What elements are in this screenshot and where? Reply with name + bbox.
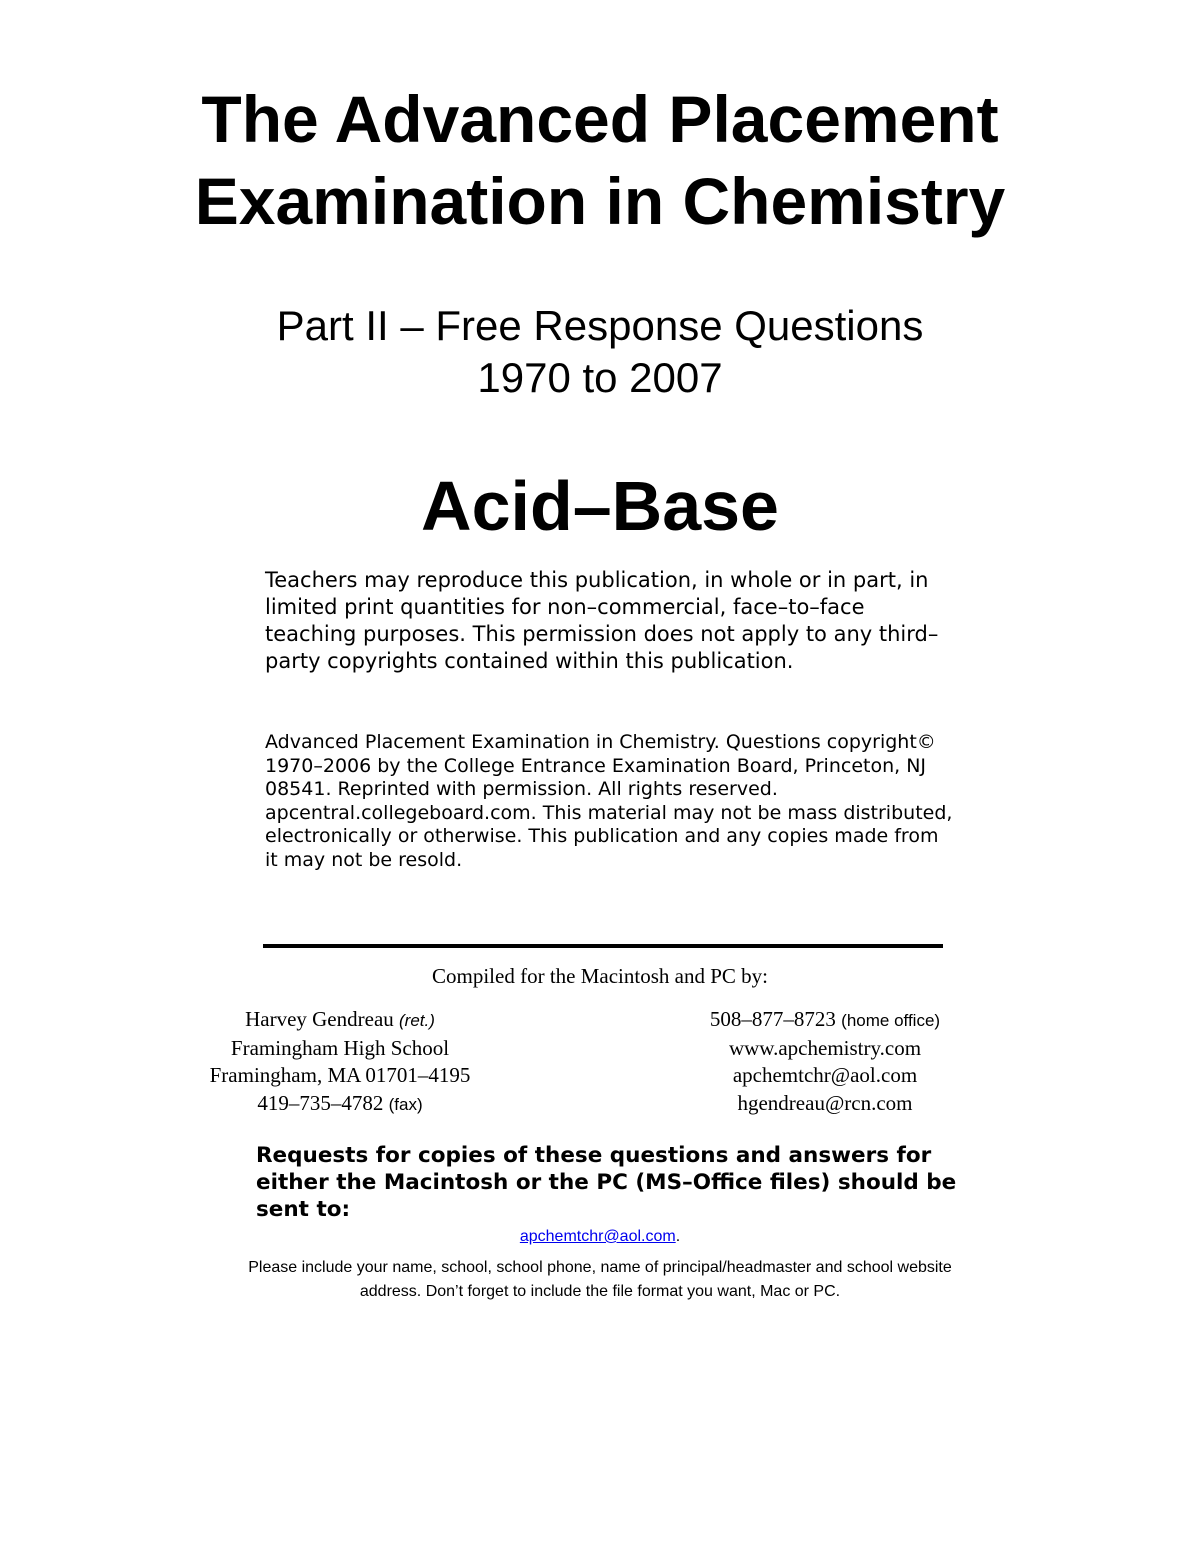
contact-online-block: [640, 1006, 1010, 1117]
copyright-paragraph: Advanced Placement Examination in Chemistry. Questions copyright© 1970–2006 by the College Entrance Examination Board, Princeton, NJ 08541. Reprinted with permission. All rights reserved. apcentral.collegeboard.com. This material may not be mass distributed, electronically or otherwise. This publication and any copies made from it may not be resold.: [265, 731, 953, 871]
document-subtitle: [0, 300, 1200, 404]
topic-heading: Acid–Base: [421, 467, 779, 545]
contact-name-note: (ret.): [399, 1011, 435, 1030]
permission-paragraph: Teachers may reproduce this publication, in whole or in part, in limited print quantities for non–commercial, face–to–face teaching purposes. This permission does not apply to any third–party copyrights contained within this publication.: [265, 568, 939, 673]
contact-name-line: [160, 1006, 520, 1035]
contact-address-block: [160, 1006, 520, 1118]
contact-city: Framingham, MA 01701–4195: [209, 1063, 471, 1087]
request-email-suffix: .: [675, 1228, 681, 1245]
contact-fax-label: (fax): [388, 1094, 423, 1114]
contact-website: www.apchemistry.com: [728, 1035, 922, 1060]
contact-fax-line: [160, 1090, 520, 1119]
contact-email-1: apchemtchr@aol.com: [732, 1063, 918, 1087]
contact-phone-line: [640, 1006, 1010, 1035]
subtitle-line-1: Part II – Free Response Questions: [276, 302, 924, 349]
title-line-2: Examination in Chemistry: [194, 164, 1006, 238]
title-line-1: The Advanced Placement: [201, 82, 999, 156]
contact-school: Framingham High School: [230, 1035, 450, 1060]
compiled-by-line: Compiled for the Macintosh and PC by:: [432, 964, 768, 988]
requests-paragraph: Requests for copies of these questions and answers for either the Macintosh or the PC (MS–Office files) should be sent to:: [256, 1143, 957, 1222]
request-email-line: [0, 1226, 1200, 1248]
request-email-link[interactable]: apchemtchr@aol.com: [519, 1228, 676, 1245]
contact-fax-number: 419–735–4782: [257, 1090, 384, 1115]
horizontal-divider: [263, 944, 943, 948]
include-note-paragraph: Please include your name, school, school phone, name of principal/headmaster and school website address. Don’t forget to include the file format you want, Mac or PC.: [248, 1259, 952, 1300]
contact-email-2: hgendreau@rcn.com: [737, 1090, 913, 1115]
contact-phone-number: 508–877–8723: [709, 1007, 836, 1031]
contact-name: Harvey Gendreau: [245, 1007, 394, 1031]
document-title: [0, 78, 1200, 242]
contact-phone-label: (home office): [841, 1011, 941, 1030]
subtitle-line-2: 1970 to 2007: [477, 354, 723, 401]
